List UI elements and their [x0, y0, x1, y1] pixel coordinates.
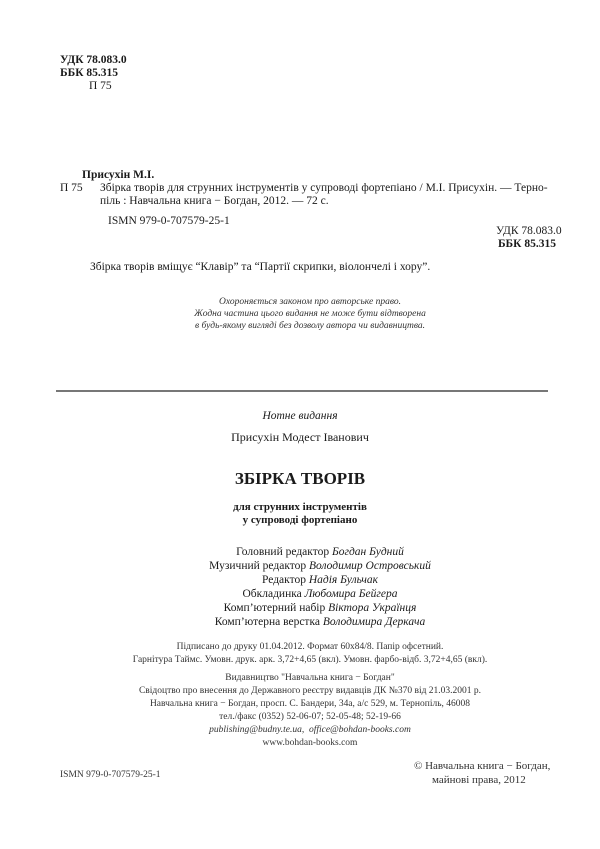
- subtitle-line: для струнних інструментів: [233, 501, 367, 513]
- copyright-notice-line: Жодна частина цього видання не може бути відтворена: [194, 309, 426, 319]
- credit-role: Обкладинка: [242, 588, 302, 600]
- email-link[interactable]: publishing@budny.te.ua,: [209, 725, 305, 735]
- credit-name: Віктора Українця: [328, 602, 417, 614]
- copyright-notice: [180, 296, 440, 332]
- udk-code-right: УДК 78.083.0: [496, 225, 562, 237]
- print-info-line: Підписано до друку 01.04.2012. Формат 60x84/8. Папір офсетний.: [176, 642, 444, 652]
- publisher-info: [0, 672, 600, 698]
- print-info: [0, 641, 600, 667]
- website-link[interactable]: www.bohdan-books.com: [262, 738, 358, 748]
- credit-name: Любомира Бейгера: [304, 588, 398, 600]
- catalog-card-index: П 75: [60, 182, 83, 194]
- print-info-line: Гарнітура Таймс. Умовн. друк. арк. 3,72+4,65 (вкл). Умовн. фарбо-відб. 3,72+4,65 (вкл).: [132, 655, 488, 665]
- credit-row: [0, 545, 600, 559]
- credit-role: Головний редактор: [236, 546, 330, 558]
- credit-row: [0, 559, 600, 573]
- credits-list: [0, 545, 600, 629]
- credit-row: [0, 587, 600, 601]
- credit-name: Богдан Будний: [331, 546, 404, 558]
- book-title: ЗБІРКА ТВОРІВ: [234, 469, 366, 488]
- credit-name: Володимир Островський: [309, 560, 431, 572]
- copyright-notice-line: в будь-якому вигляді без дозволу автора чи видавництва.: [194, 321, 426, 331]
- copyright-statement: [414, 759, 550, 787]
- author-mark: П 75: [89, 80, 112, 92]
- publisher-name: Видавництво "Навчальна книга − Богдан": [225, 673, 395, 683]
- credit-role: Комп’ютерна верстка: [214, 616, 320, 628]
- credit-row: [0, 601, 600, 615]
- email-link[interactable]: office@bohdan-books.com: [308, 725, 411, 735]
- subtitle-line: у супроводі фортепіано: [242, 514, 358, 526]
- catalog-card-description-line2: піль : Навчальна книга − Богдан, 2012. — 72 с.: [100, 195, 329, 207]
- author-full-name: Присухін Модест Іванович: [231, 430, 369, 444]
- bbk-code: ББК 85.315: [60, 67, 119, 79]
- credit-name: Володимира Деркача: [322, 616, 426, 628]
- credit-role: Редактор: [262, 574, 306, 586]
- copyright-line: © Навчальна книга − Богдан,: [414, 760, 551, 772]
- edition-type: Нотне видання: [262, 410, 338, 422]
- credit-name: Надія Бульчак: [308, 574, 378, 586]
- contents-note: Збірка творів вміщує “Клавір” та “Партії скрипки, віолончелі і хору”.: [90, 261, 431, 273]
- bbk-code-right: ББК 85.315: [497, 238, 556, 250]
- copyright-notice-line: Охороняється законом про авторське право.: [219, 297, 401, 307]
- credit-row: [0, 573, 600, 587]
- publisher-emails: [0, 724, 600, 737]
- top-classification-codes: [60, 54, 127, 93]
- catalog-card-codes: [496, 225, 562, 251]
- horizontal-divider: [56, 390, 548, 392]
- catalog-card-isbn: ISMN 979-0-707579-25-1: [108, 215, 230, 227]
- credit-row: [0, 615, 600, 629]
- credit-role: Музичний редактор: [209, 560, 307, 572]
- copyright-line: майнові права, 2012: [432, 774, 526, 786]
- catalog-card-description-line1: Збірка творів для струнних інструментів у супроводі фортепіано / М.І. Присухін. — Терно-: [100, 182, 548, 194]
- publisher-phone: тел./факс (0352) 52-06-07; 52-05-48; 52-19-66: [219, 712, 401, 722]
- book-subtitle: [0, 501, 600, 527]
- catalog-card-author: Присухін М.І.: [82, 169, 155, 181]
- credit-role: Комп’ютерний набір: [223, 602, 326, 614]
- contact-info: [0, 698, 600, 750]
- publisher-address: Навчальна книга − Богдан, просп. С. Бандери, 34а, а/с 529, м. Тернопіль, 46008: [149, 699, 471, 709]
- publisher-registration: Свідоцтво про внесення до Державного реєстру видавців ДК №370 від 21.03.2001 р.: [138, 686, 482, 696]
- isbn-bottom: ISMN 979-0-707579-25-1: [60, 770, 161, 780]
- udk-code: УДК 78.083.0: [60, 54, 127, 66]
